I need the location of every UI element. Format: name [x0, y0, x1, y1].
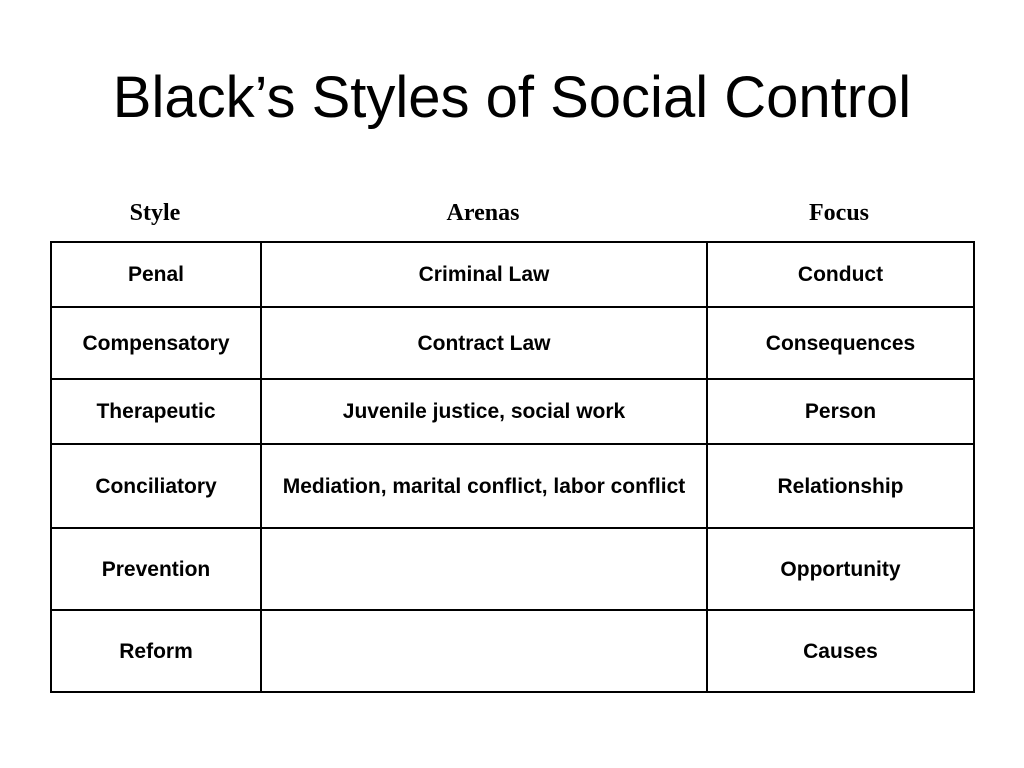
arenas-cell: Mediation, marital conflict, labor conflict [261, 444, 707, 528]
social-control-table [50, 241, 975, 693]
style-cell: Therapeutic [51, 379, 261, 444]
table-row [51, 242, 974, 307]
arenas-cell [261, 528, 707, 610]
focus-cell: Consequences [707, 307, 974, 379]
arenas-cell: Criminal Law [261, 242, 707, 307]
table-row [51, 444, 974, 528]
arenas-cell: Juvenile justice, social work [261, 379, 707, 444]
column-header-focus: Focus [809, 200, 869, 226]
focus-cell: Causes [707, 610, 974, 692]
table-row [51, 610, 974, 692]
table-row [51, 307, 974, 379]
focus-cell: Person [707, 379, 974, 444]
focus-cell: Opportunity [707, 528, 974, 610]
style-cell: Penal [51, 242, 261, 307]
table-row [51, 379, 974, 444]
arenas-cell: Contract Law [261, 307, 707, 379]
table-row [51, 528, 974, 610]
arenas-cell [261, 610, 707, 692]
style-cell: Reform [51, 610, 261, 692]
style-cell: Conciliatory [51, 444, 261, 528]
focus-cell: Relationship [707, 444, 974, 528]
column-header-style: Style [129, 200, 181, 226]
slide-title: Black’s Styles of Social Control [112, 65, 912, 130]
style-cell: Compensatory [51, 307, 261, 379]
column-header-arenas: Arenas [446, 200, 520, 226]
column-headers [50, 195, 972, 231]
focus-cell: Conduct [707, 242, 974, 307]
style-cell: Prevention [51, 528, 261, 610]
